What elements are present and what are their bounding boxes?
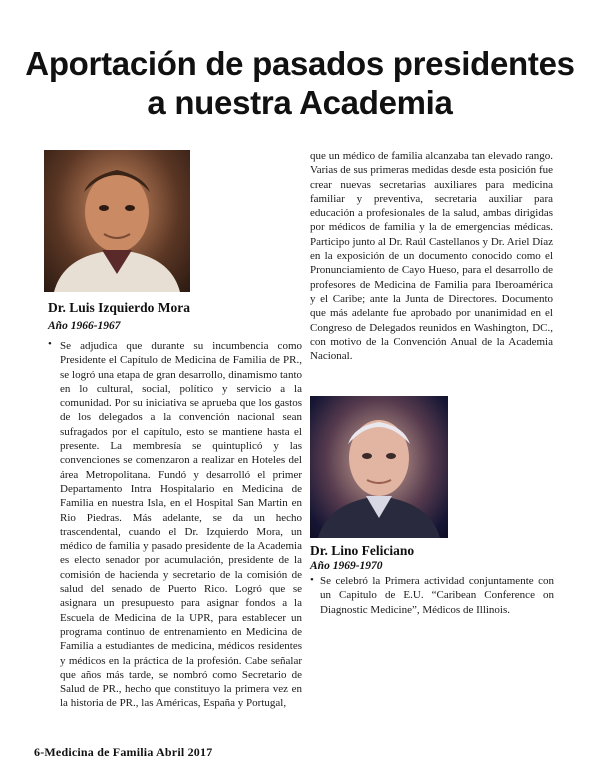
page-footer: 6-Medicina de Familia Abril 2017: [34, 745, 213, 759]
president-2-years: Año 1969-1970: [310, 560, 383, 572]
title-line-2: a nuestra Academia: [147, 84, 453, 121]
president-1-years: Año 1966-1967: [48, 320, 121, 332]
president-2-text: Se celebró la Primera actividad conjuntamente con un Capitulo de E.U. “Caribean Conference on Diagnostic Medicine”, Médicos de Illinois.: [320, 575, 554, 616]
title-line-1: Aportación de pasados presidentes: [25, 45, 575, 82]
article-title: [0, 44, 600, 122]
portrait-izquierdo-mora: [44, 150, 190, 292]
bullet-1: •: [48, 338, 52, 350]
portrait-lino-feliciano: [310, 396, 448, 538]
president-1-name: Dr. Luis Izquierdo Mora: [48, 300, 191, 315]
president-1-text-col2: que un médico de familia alcanzaba tan elevado rango. Varias de sus primeras medidas desde esta posición fue crear nuevas secretarias auxiliares para medicina familiar y preventiva, secretaria auxiliar para educación a profesionales de la salud, ambas dirigidas por médicos de familia y la de emergencias médicas. Participo junto al Dr. Raúl Castellanos y Dr. Ariel Díaz en la exposición de un documento conocido como el Pronunciamiento de Cayo Hueso, para el desarrollo de profesores de Medicina de Familia para Iberoamérica y el Caribe; ante la Junta de Directores. Documento que más adelante fue aprobado por unanimidad en el Congreso de Delegados reunidos en Washington, DC., con motivo de la Convención Anual de la Academia Nacional.: [310, 150, 553, 363]
president-2-name: Dr. Lino Feliciano: [310, 543, 415, 558]
bullet-2: •: [310, 574, 314, 586]
president-1-text-col1: Se adjudica que durante su incumbencia como Presidente el Capítulo de Medicina de Familia de PR., se logró una etapa de gran desarrollo, dinamismo tanto en lo cultural, social, político y servicio a la comunidad. Por su iniciativa se aprueba que los gastos de los delegados a la convención nacional sean sufragados por el capítulo, esto se mantiene hasta el presente. La membresía se quintuplicó y las convenciones se comenzaron a realizar en Hoteles del área Metropolitana. Fundó y desarrolló el primer Departamento Intra Hospitalario en Medicina de Familia en nuestra Isla, en el Hospital San Martin en Rio Piedras. Más adelante, se da un hecho trascendental, cuando el Dr. Izquierdo Mora, un médico de familia y pasado presidente de la Academia es electo senador por acumulación, presidente de la comisión de hacienda y secretario de la comisión de salud del senado de Puerto Rico. Logró que se asignara un presupuesto para asignar fondos a la Escuela de Medicina de la UPR, para establecer un programa continuo de entrenamiento en Medicina de Familia a estudiantes de medicina, médicos residentes y médicos en la práctica de la profesión. Cabe señalar que años más tarde, se nombró como Secretario de Salud de PR., hecho que constituyo la primera vez en la historia de PR., las Américas, España y Portugal,: [60, 340, 302, 710]
